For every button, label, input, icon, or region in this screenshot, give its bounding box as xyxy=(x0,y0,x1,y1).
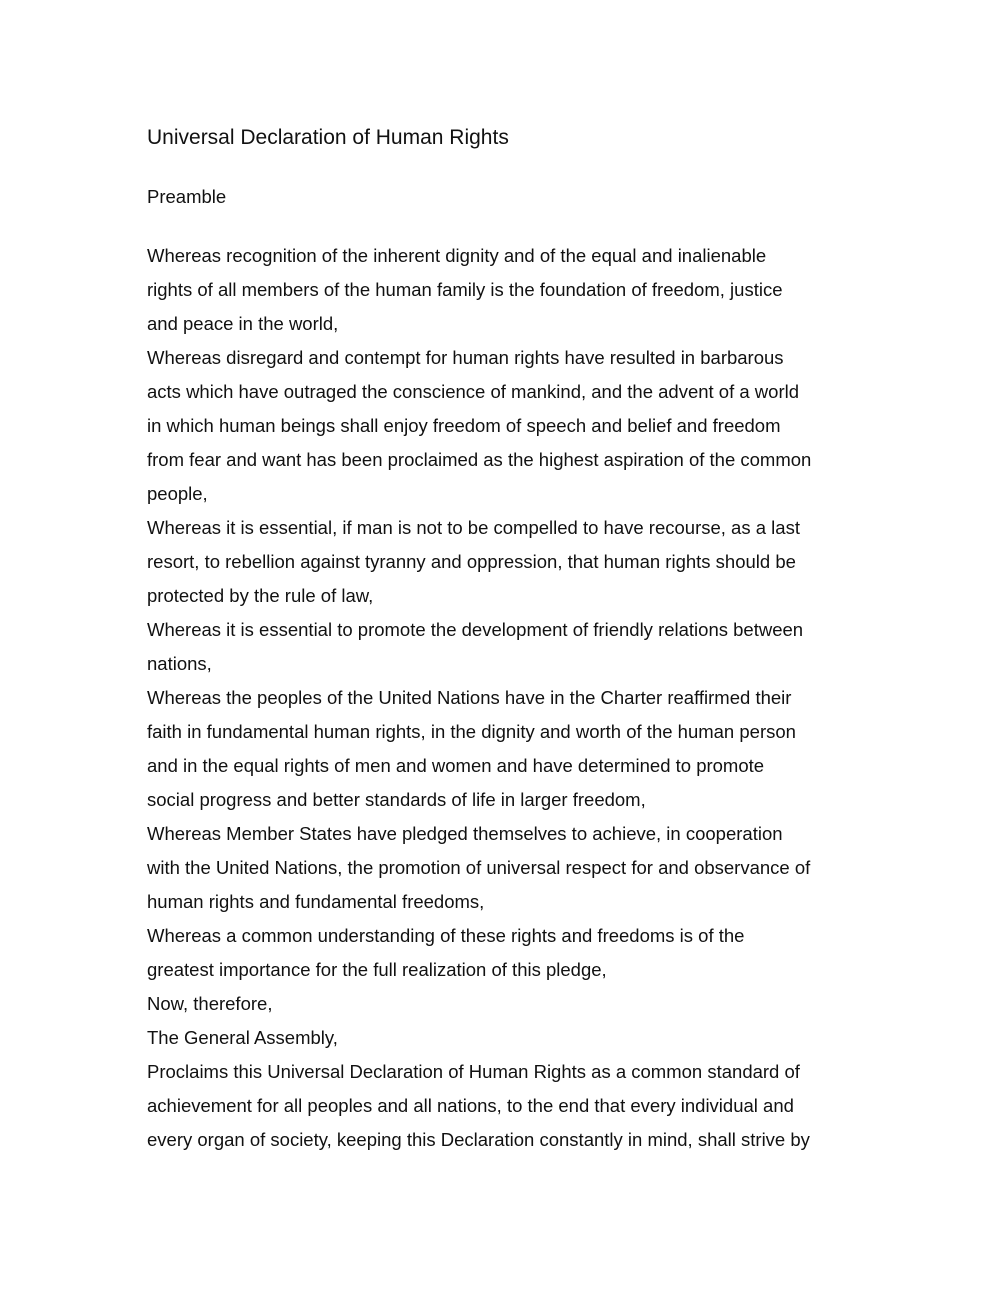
text-line: faith in fundamental human rights, in the dignity and worth of the human person xyxy=(147,721,796,742)
text-line: Whereas recognition of the inherent dignity and of the equal and inalienable xyxy=(147,245,767,266)
text-line: Proclaims this Universal Declaration of Human Rights as a common standard of xyxy=(147,1061,800,1082)
text-line: Now, therefore, xyxy=(147,993,273,1014)
text-line: Whereas disregard and contempt for human rights have resulted in barbarous xyxy=(147,347,784,368)
text-line: in which human beings shall enjoy freedom of speech and belief and freedom xyxy=(147,415,781,436)
text-line: from fear and want has been proclaimed as the highest aspiration of the common xyxy=(147,449,812,470)
text-line: The General Assembly, xyxy=(147,1027,338,1048)
text-line: every organ of society, keeping this Declaration constantly in mind, shall strive by xyxy=(147,1129,810,1150)
section-heading: Preamble xyxy=(147,186,227,207)
text-line: human rights and fundamental freedoms, xyxy=(147,891,485,912)
document-title: Universal Declaration of Human Rights xyxy=(147,126,509,149)
text-line: acts which have outraged the conscience of mankind, and the advent of a world xyxy=(147,381,800,402)
text-line: rights of all members of the human family is the foundation of freedom, justice xyxy=(147,279,783,300)
text-line: achievement for all peoples and all nations, to the end that every individual and xyxy=(147,1095,794,1116)
text-line: nations, xyxy=(147,653,212,674)
text-line: and in the equal rights of men and women and have determined to promote xyxy=(147,755,765,776)
text-line: protected by the rule of law, xyxy=(147,585,374,606)
text-line: people, xyxy=(147,483,208,504)
text-line: resort, to rebellion against tyranny and oppression, that human rights should be xyxy=(147,551,796,572)
text-line: greatest importance for the full realization of this pledge, xyxy=(147,959,607,980)
text-line: Whereas Member States have pledged themselves to achieve, in cooperation xyxy=(147,823,783,844)
text-line: with the United Nations, the promotion of universal respect for and observance of xyxy=(147,857,811,878)
text-line: Whereas it is essential, if man is not to be compelled to have recourse, as a last xyxy=(147,517,800,538)
text-line: and peace in the world, xyxy=(147,313,339,334)
preamble-text xyxy=(147,239,867,1157)
text-line: Whereas a common understanding of these rights and freedoms is of the xyxy=(147,925,745,946)
text-line: Whereas the peoples of the United Nations have in the Charter reaffirmed their xyxy=(147,687,792,708)
text-line: social progress and better standards of life in larger freedom, xyxy=(147,789,646,810)
text-line: Whereas it is essential to promote the development of friendly relations between xyxy=(147,619,804,640)
